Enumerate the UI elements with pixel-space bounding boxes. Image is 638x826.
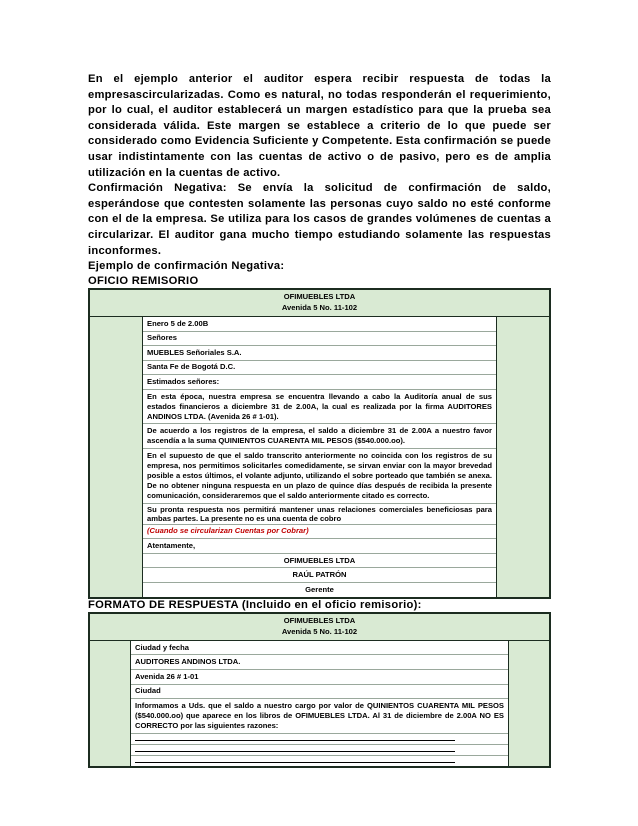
oficio-closing: Atentamente, bbox=[143, 539, 496, 554]
oficio-city: Santa Fe de Bogotá D.C. bbox=[143, 361, 496, 376]
formato-blank-line-1 bbox=[131, 734, 508, 745]
formato-address: Avenida 5 No. 11-102 bbox=[281, 627, 358, 637]
formato-recipient: AUDITORES ANDINOS LTDA. bbox=[131, 655, 508, 670]
formato-left-margin bbox=[90, 641, 131, 766]
oficio-right-margin bbox=[496, 317, 549, 597]
oficio-paragraph-request: En el supuesto de que el saldo transcrito anteriormente no coincida con los registros de su empresa, nos permitimos solicitarles comedidamente, se sirvan enviar con la mayor brevedad posible a estos últimos, el volante adjunto, utilizando el sobre porteado que también se anexa. De no obtener ninguna respuesta en un plazo de quince días después de recibida la presente comunicación, consideraremos que el saldo anteriormente citado es correcto. bbox=[143, 449, 496, 504]
formato-blank-line-3 bbox=[131, 756, 508, 766]
oficio-salutation: Señores bbox=[143, 332, 496, 347]
oficio-signature-title: Gerente bbox=[305, 584, 334, 594]
formato-address-line: Avenida 26 # 1-01 bbox=[131, 670, 508, 685]
oficio-remisorio-box bbox=[88, 288, 551, 599]
formato-respuesta-box bbox=[88, 612, 551, 768]
oficio-note: (Cuando se circularizan Cuentas por Cobrar) bbox=[143, 525, 496, 540]
oficio-paragraph-balance: De acuerdo a los registros de la empresa, el saldo a diciembre 31 de 2.00A a nuestro favor ascendía a la suma QUINIENTOS CUARENTA MIL PESOS ($540.000.oo). bbox=[143, 424, 496, 449]
oficio-date: Enero 5 de 2.00B bbox=[143, 317, 496, 332]
oficio-left-margin bbox=[90, 317, 143, 597]
intro-paragraph-1: En el ejemplo anterior el auditor espera recibir respuesta de todas la empresascircularizadas. Como es natural, no todas responderán el requerimiento, por lo cual, el auditor establecerá un margen estadístico para que la prueba sea considerada válida. Este margen se establece a criterio de lo que puede ser considerado como Evidencia Suficiente y Competente. Esta confirmación se puede usar indistintamente con las cuentas de activo o de pasivo, pero es de amplia utilización en la cuentas de activo. bbox=[88, 73, 551, 179]
oficio-letterhead bbox=[90, 290, 549, 317]
oficio-heading: OFICIO REMISORIO bbox=[88, 274, 199, 287]
oficio-signature-company: OFIMUEBLES LTDA bbox=[143, 554, 496, 569]
formato-company: OFIMUEBLES LTDA bbox=[283, 615, 356, 625]
formato-blank-line-2 bbox=[131, 745, 508, 756]
oficio-company: OFIMUEBLES LTDA bbox=[283, 291, 356, 301]
oficio-address: Avenida 5 No. 11-102 bbox=[281, 303, 358, 313]
oficio-greeting: Estimados señores: bbox=[143, 375, 496, 390]
formato-letterhead bbox=[90, 614, 549, 641]
oficio-signature-name: RAÚL PATRÓN bbox=[143, 568, 496, 583]
formato-city: Ciudad bbox=[131, 685, 508, 700]
oficio-paragraph-closing: Su pronta respuesta nos permitirá mantener unas relaciones comerciales beneficiosas para ambas partes. La presente no es una cuenta de cobro bbox=[143, 504, 496, 525]
oficio-recipient: MUEBLES Señoriales S.A. bbox=[143, 346, 496, 361]
document-page bbox=[88, 72, 551, 768]
intro-paragraph-2: Confirmación Negativa: Se envía la solicitud de confirmación de saldo, esperándose que contesten solamente las personas cuyo saldo no esté conforme con el de la empresa. Se utiliza para los casos de grandes volúmenes de cuentas a circularizar. El auditor gana mucho tiempo estudiando solamente las respuestas inconformes. bbox=[88, 182, 551, 257]
formato-heading: FORMATO DE RESPUESTA (Incluido en el oficio remisorio): bbox=[88, 598, 422, 611]
formato-body bbox=[131, 641, 508, 766]
formato-right-margin bbox=[508, 641, 549, 766]
oficio-paragraph-audit: En esta época, nuestra empresa se encuentra llevando a cabo la Auditoría anual de sus estados financieros a diciembre 31 de 2.00A, la cual es realizada por la firma AUDITORES ANDINOS LTDA. (Avenida 26 # 1-01). bbox=[143, 390, 496, 425]
example-heading: Ejemplo de confirmación Negativa: bbox=[88, 260, 285, 273]
formato-statement: Informamos a Uds. que el saldo a nuestro cargo por valor de QUINIENTOS CUARENTA MIL PESOS ($540.000.oo) que aparece en los libros de OFIMUEBLES LTDA. Al 31 de diciembre de 2.00A NO ES CORRECTO por las siguientes razones: bbox=[131, 699, 508, 734]
oficio-letter-body bbox=[143, 317, 496, 597]
formato-city-date: Ciudad y fecha bbox=[131, 641, 508, 656]
